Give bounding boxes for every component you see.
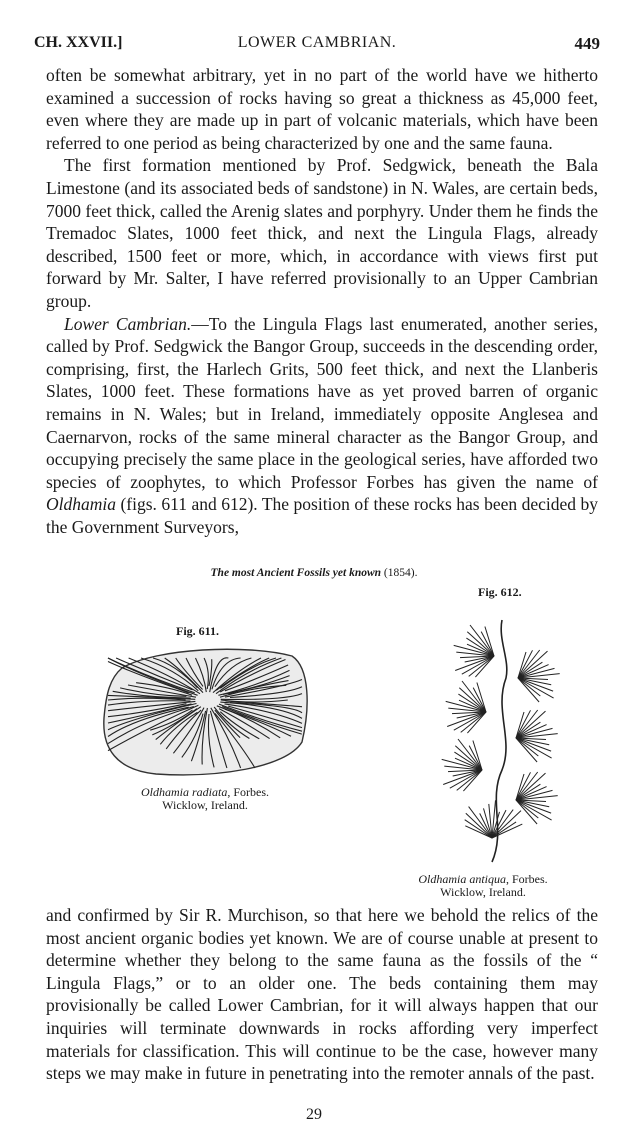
running-title: LOWER CAMBRIAN. [237,34,397,51]
body-text-top [46,64,598,538]
antiqua-frond [470,625,494,656]
signature-mark: 29 [306,1106,322,1123]
fig612-author: , Forbes. [506,872,548,886]
running-header [34,34,600,56]
section-heading-lower-cambrian: Lower Cambrian. [64,313,192,334]
fig611-locality: Wicklow, Ireland. [162,798,248,812]
oldhamia-antiqua-illustration [436,600,576,870]
antiqua-frond [492,824,522,838]
oldhamia-radiata-illustration [96,638,314,782]
antiqua-frond [462,681,486,712]
antiqua-frond [450,770,482,788]
chapter-label: CH. XXVII.] [34,34,123,51]
antiqua-frond [458,739,482,770]
paragraph-lower-cambrian-body: —To the Lingula Flags last enumerated, another series, called by Prof. Sedgwick the Bangor Group, succeeds in the descending order, comprising, first, the Harlech Grits, 500 feet thick, and next the Llanberis Slates, 1000 feet. These formations have as yet proved barren of organic remains in N. Wales; but in Ireland, immediately opposite Anglesea and Caernarvon, rocks of the same mineral character as the Bangor Group, and occupying precisely the same place in the geological series, have afforded two species of zoophytes, to which Professor Forbes has given the name of [46,313,598,492]
antiqua-frond [516,738,552,758]
figure-group-caption-year: (1854). [381,567,418,579]
fig612-species: Oldhamia antiqua [418,872,506,886]
paragraph-lower-cambrian [46,313,598,539]
paragraph-lower-cambrian-end: (figs. 611 and 612). The position of these rocks has been decided by the Government Surveyors, [46,494,598,537]
antiqua-frond [516,772,538,800]
fig612-caption [394,873,572,899]
antiqua-frond [462,656,494,674]
fig611-author: , Forbes. [227,785,269,799]
antiqua-frond [454,712,486,730]
paragraph-continuation: often be somewhat arbitrary, yet in no part of the world have we hitherto examined a succession of rocks having so great a thickness as 45,000 feet, even where they are made up in part of volcanic materials, which have been referred to one period as being characterized by one and the same fauna. [46,65,598,153]
figure-group-caption [0,567,628,579]
antiqua-frond [518,678,554,698]
fig611-label: Fig. 611. [176,624,220,638]
paragraph-murchison: and confirmed by Sir R. Murchison, so that here we behold the relics of the most ancient organic bodies yet known. We are of course unable at present to determine whether they belong to the same fauna as the fossils of the “ Lingula Flags,” or to an older one. The beds containing them may provisionally be called Lower Cambrian, for it will always happen that our inquiries will terminate downwards in rocks affording very imperfect materials for classification. This will continue to be the case, however many steps we may make in future in penetrating into the remoter annals of the past. [46,905,598,1084]
antiqua-frond [492,810,513,838]
antiqua-frond [469,807,492,838]
fig612-locality: Wicklow, Ireland. [440,885,526,899]
antiqua-frond [516,710,538,738]
genus-name: Oldhamia [46,494,116,515]
fig612-label: Fig. 612. [478,585,522,599]
antiqua-frond [516,800,552,820]
fig611-caption [96,786,314,812]
figure-group-caption-title: The most Ancient Fossils yet known [210,567,382,579]
paragraph-sedgwick: The first formation mentioned by Prof. Sedgwick, beneath the Bala Limestone (and its associated beds of sandstone) in N. Wales, are certain beds, 7000 feet thick, called the Arenig slates and porphyry. Under them he finds the Tremadoc Slates, 1000 feet thick, and next the Lingula Flags, already described, 1500 feet or more, which, in accordance with views first put forward by Mr. Salter, I have referred provisionally to an Upper Cambrian group. [46,155,598,311]
antiqua-frond [518,650,540,678]
page-number: 449 [574,34,600,53]
fig611-species: Oldhamia radiata [140,785,228,799]
body-text-bottom [46,904,598,1085]
